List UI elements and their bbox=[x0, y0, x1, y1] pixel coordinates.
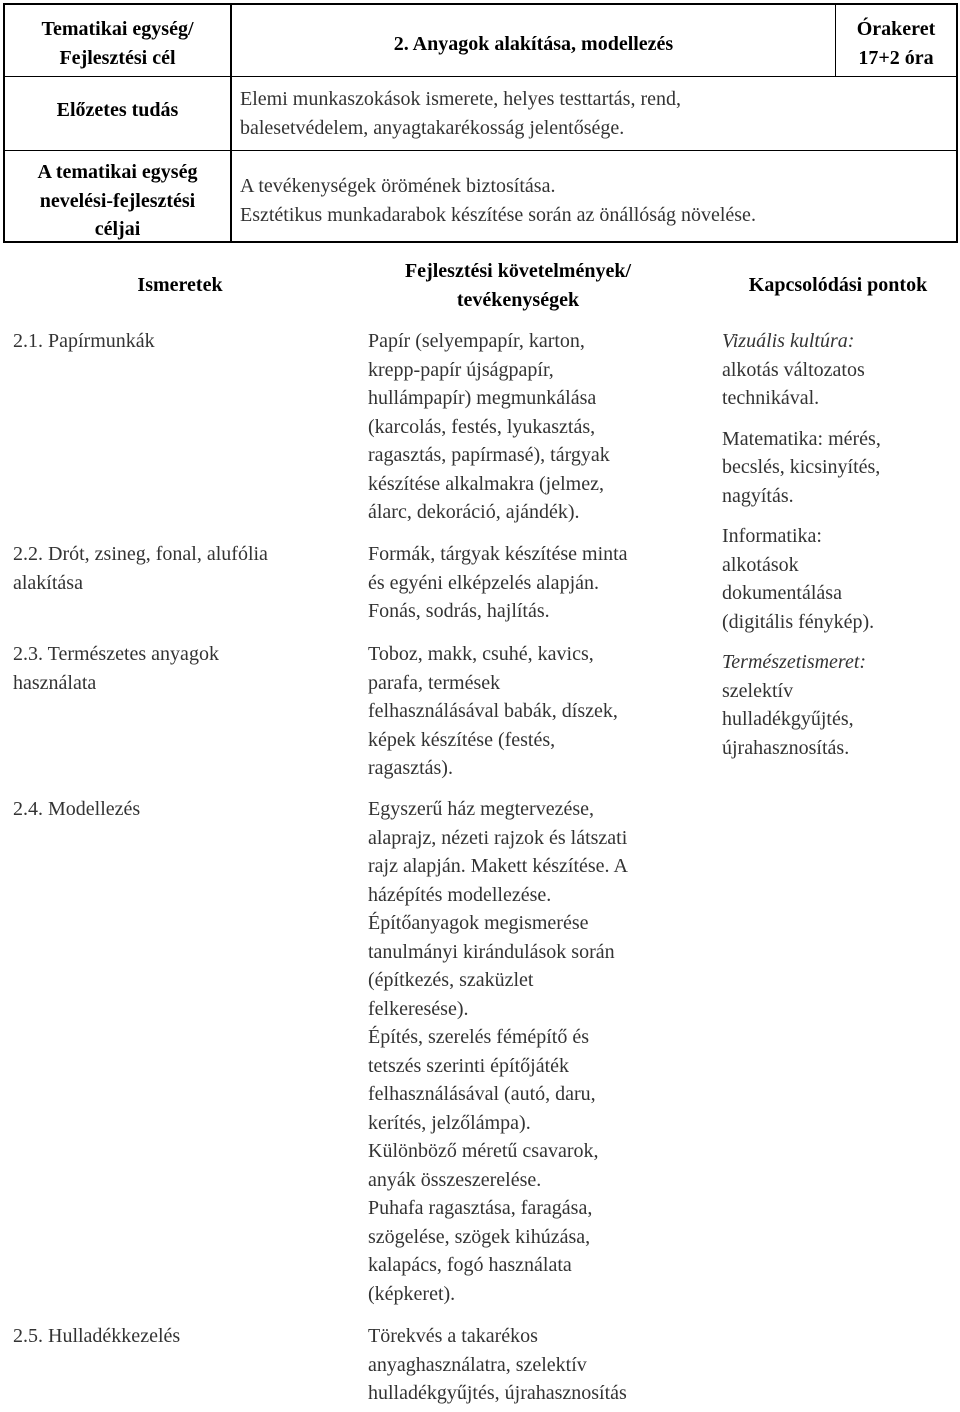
table-top-border bbox=[3, 3, 958, 5]
activity-2-4: Egyszerű ház megtervezése, alaprajz, nézeti rajzok és látszati rajz alapján. Makett készítése. A házépítés modellezése. Építőanyagok megismerése tanulmányi kirándulások során (építkezés, szaküzlet felkeresése). Építés, szerelés fémépítő és tetszés szerinti építőjáték felhasználásával (autó, daru, kerítés, jelzőlámpa). Különböző méretű csavarok, anyák összeszerelése. Puhafa ragasztása, faragása, szögelése, szögek kihúzása, kalapács, fogó használata (képkeret). bbox=[368, 798, 628, 1305]
activity-2-2: Formák, tárgyak készítése minta és egyéni elképzelés alapján. Fonás, sodrás, hajlítás. bbox=[368, 543, 628, 622]
topic-2-2: 2.2. Drót, zsineg, fonal, alufólia alakítása bbox=[13, 543, 268, 594]
topic-2-3: 2.3. Természetes anyagok használata bbox=[13, 643, 219, 694]
row2-divider bbox=[3, 150, 958, 151]
column-header-connections: Kapcsolódási pontok bbox=[748, 274, 928, 296]
unit-title: 2. Anyagok alakítása, modellezés bbox=[393, 33, 674, 55]
connection-math: Matematika: mérés, becslés, kicsinyítés, nagyítás. bbox=[722, 427, 881, 507]
connection-informatics: Informatika: alkotások dokumentálása (digitális fénykép). bbox=[722, 525, 875, 633]
table-right-border bbox=[956, 3, 958, 243]
column-header-knowledge: Ismeretek bbox=[137, 274, 223, 296]
hours-value: 17+2 óra bbox=[858, 47, 934, 69]
connection-visual: Vizuális kultúra: alkotás változatos technikával. bbox=[722, 330, 865, 409]
unit-label: Tematikai egység/ Fejlesztési cél bbox=[41, 18, 194, 69]
topic-2-5: 2.5. Hulladékkezelés bbox=[13, 1325, 181, 1347]
column-header-requirements: Fejlesztési követelmények/ tevékenységek bbox=[404, 260, 632, 311]
topic-2-1: 2.1. Papírmunkák bbox=[13, 330, 155, 352]
row1-divider bbox=[3, 76, 958, 77]
activity-2-3: Toboz, makk, csuhé, kavics, parafa, termések felhasználásával babák, díszek, képek készítése (festés, ragasztás). bbox=[368, 643, 618, 779]
topic-2-4: 2.4. Modellezés bbox=[13, 798, 141, 820]
connection-science: Természetismeret: szelektív hulladékgyűjtés, újrahasznosítás. bbox=[722, 651, 867, 759]
prior-knowledge-text: Elemi munkaszokások ismerete, helyes testtartás, rend, balesetvédelem, anyagtakarékosság jelentősége. bbox=[240, 88, 681, 139]
prior-knowledge-label: Előzetes tudás bbox=[56, 99, 179, 121]
hours-label: Órakeret bbox=[856, 18, 936, 40]
goals-label: A tematikai egység nevelési-fejlesztési céljai bbox=[37, 161, 198, 240]
connections-list bbox=[722, 327, 957, 762]
goals-text: A tevékenységek örömének biztosítása. Esztétikus munkadarabok készítése során az önállóság növelése. bbox=[240, 175, 756, 226]
activity-2-1: Papír (selyempapír, karton, krepp-papír újságpapír, hullámpapír) megmunkálása (karcolás, festés, lyukasztás, ragasztás, papírmasé), tárgyak készítése alkalmakra (jelmez, álarc, dekoráció, ajándék). bbox=[368, 330, 610, 523]
activity-2-5: Törekvés a takarékos anyaghasználatra, szelektív hulladékgyűjtés, újrahasznosítás bbox=[368, 1325, 627, 1404]
